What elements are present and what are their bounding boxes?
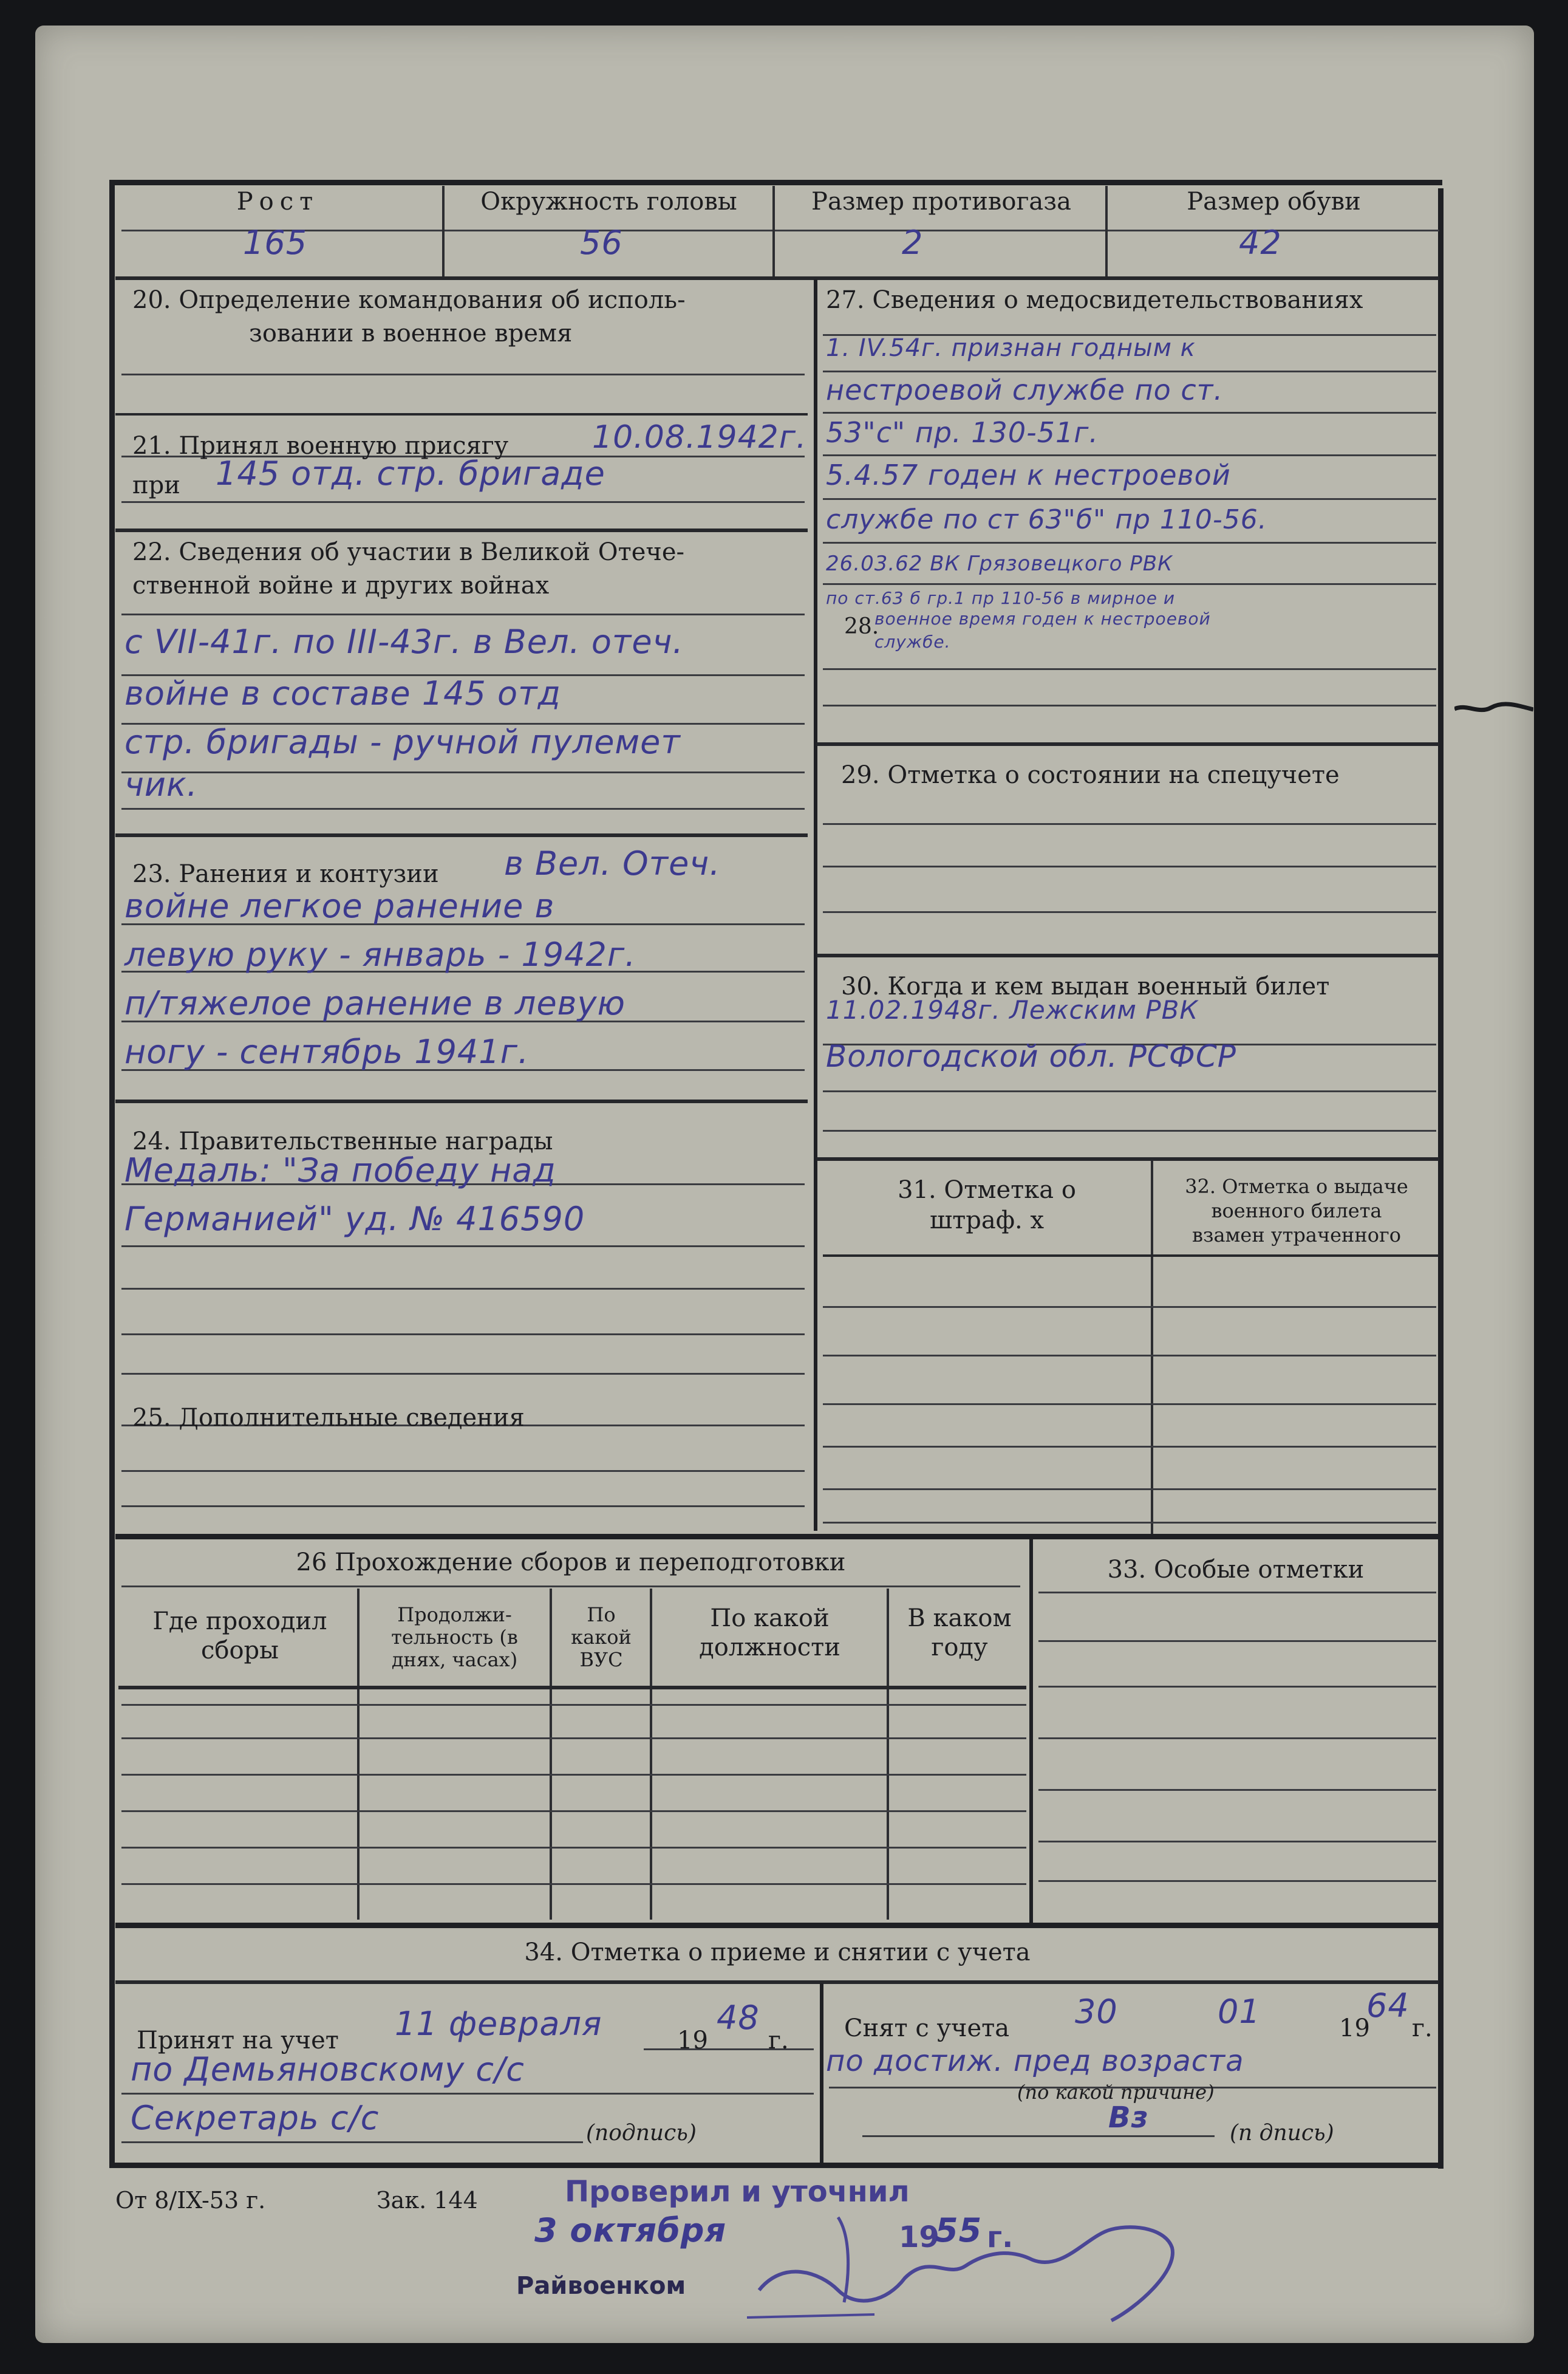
height-label: Рост	[236, 188, 319, 216]
section-32-label-2: военного билета	[1211, 1199, 1382, 1222]
section-30-label: 30. Когда и кем выдан военный билет	[841, 973, 1330, 1001]
war-participation-line-2: войне в составе 145 отд	[124, 674, 561, 713]
section-20-label-1: 20. Определение командования об исполь-	[132, 286, 686, 314]
removed-year: 64	[1366, 1986, 1409, 2025]
removed-year-prefix: 19	[1339, 2014, 1370, 2042]
section-31-label-2: штраф. х	[929, 1206, 1045, 1234]
stamp-year-suffix: г.	[987, 2220, 1014, 2254]
section-33-label: 33. Особые отметки	[1107, 1556, 1365, 1584]
section-26-title: 26 Прохождение сборов и переподготовки	[296, 1548, 846, 1576]
accepted-year: 48	[717, 1999, 760, 2037]
stamp-year-prefix: 19	[899, 2220, 939, 2254]
gasmask-size-label: Размер противогаза	[811, 188, 1071, 216]
awards-line-1: Медаль: "За победу над	[124, 1151, 556, 1189]
col-where-header: Где проходил сборы	[152, 1607, 327, 1664]
shoe-size-label: Размер обуви	[1187, 188, 1361, 216]
accepted-year-suffix: г.	[768, 2027, 789, 2054]
order-number: Зак. 144	[377, 2187, 478, 2214]
section-29-label: 29. Отметка о состоянии на спецучете	[841, 761, 1340, 789]
signature-scrawl	[747, 2187, 1190, 2333]
awards-line-2: Германией" уд. № 416590	[124, 1200, 585, 1238]
accepted-sign-caption: (подпись)	[586, 2121, 697, 2146]
section-24-label: 24. Правительственные награды	[132, 1127, 553, 1155]
removed-reason-caption: (по какой причине)	[1017, 2081, 1215, 2104]
war-participation-line-1: с VII-41г. по III-43г. в Вел. отеч.	[124, 623, 684, 661]
section-27-label: 27. Сведения о медосвидетельствованиях	[826, 286, 1363, 314]
head-circumference-value: 56	[580, 224, 623, 262]
section-32-label-1: 32. Отметка о выдаче	[1185, 1175, 1408, 1198]
removed-sign: Вз	[1108, 2101, 1149, 2135]
section-31-label-1: 31. Отметка о	[898, 1176, 1076, 1204]
section-28-label: 28.	[844, 614, 879, 639]
wounds-line-3: левую руку - январь - 1942г.	[124, 936, 636, 974]
section-22-label-1: 22. Сведения об участии в Великой Отече-	[132, 538, 685, 566]
removed-year-suffix: г.	[1412, 2014, 1433, 2042]
oath-unit: 145 отд. стр. бригаде	[216, 454, 605, 493]
medical-line-2: нестроевой службе по ст.	[826, 374, 1224, 406]
removed-month: 01	[1218, 1993, 1261, 2031]
accepted-by: по Демьяновскому с/с	[131, 2050, 525, 2088]
order-reference: От 8/IX-53 г.	[115, 2187, 266, 2214]
war-participation-line-3: стр. бригады - ручной пулемет	[124, 723, 681, 761]
stamp-verified: Проверил и уточнил	[565, 2175, 910, 2209]
wounds-line-4: п/тяжелое ранение в левую	[124, 984, 625, 1022]
paper-tear	[1454, 699, 1533, 719]
medical-line-9: службе.	[874, 632, 951, 652]
section-32-label-3: взамен утраченного	[1191, 1223, 1401, 1247]
section-21-pri: при	[132, 471, 180, 499]
col-year-header: В каком году	[907, 1604, 1012, 1661]
removed-sign-caption: (п дпись)	[1230, 2121, 1334, 2146]
accepted-year-prefix: 19	[677, 2027, 708, 2054]
military-id-issued-line-1: 11.02.1948г. Лежским РВК	[826, 995, 1199, 1025]
section-34-title: 34. Отметка о приеме и снятии с учета	[524, 1938, 1031, 1966]
medical-line-8: военное время годен к нестроевой	[874, 609, 1211, 629]
medical-line-7: по ст.63 б гр.1 пр 110-56 в мирное и	[826, 588, 1176, 608]
medical-line-5: службе по ст 63"б" пр 110-56.	[826, 504, 1267, 535]
war-participation-line-4: чик.	[124, 765, 198, 804]
medical-line-3: 53"с" пр. 130-51г.	[826, 416, 1099, 449]
removed-label: Снят с учета	[844, 2014, 1010, 2042]
section-21-label: 21. Принял военную присягу	[132, 432, 509, 460]
medical-line-4: 5.4.57 годен к нестроевой	[826, 459, 1231, 491]
col-position-header: По какой должности	[699, 1604, 840, 1661]
shoe-size-value: 42	[1239, 224, 1282, 262]
accepted-date: 11 февраля	[395, 2005, 602, 2043]
removed-day: 30	[1075, 1993, 1118, 2031]
section-23-label: 23. Ранения и контузии	[132, 860, 439, 888]
oath-date: 10.08.1942г.	[592, 419, 807, 456]
head-circumference-label: Окружность головы	[480, 188, 737, 216]
accepted-sign: Секретарь с/с	[131, 2099, 380, 2137]
section-22-label-2: ственной войне и других войнах	[132, 572, 550, 600]
col-vus-header: По какой ВУС	[571, 1603, 632, 1671]
removed-reason: по достиж. пред возраста	[826, 2044, 1244, 2078]
section-25-label: 25. Дополнительные сведения	[132, 1404, 525, 1432]
section-20-label-2: зовании в военное время	[249, 320, 573, 347]
wounds-line-2: войне легкое ранение в	[124, 887, 555, 925]
wounds-line-5: ногу - сентябрь 1941г.	[124, 1033, 530, 1071]
stamp-date: 3 октября	[534, 2211, 727, 2249]
wounds-line-1: в Вел. Отеч.	[504, 844, 721, 883]
medical-line-1: 1. IV.54г. признан годным к	[826, 334, 1196, 362]
medical-line-6: 26.03.62 ВК Грязовецкого РВК	[826, 552, 1173, 576]
stamp-year: 55	[935, 2211, 983, 2249]
col-duration-header: Продолжи-тельность (в днях, часах)	[391, 1603, 518, 1671]
gasmask-size-value: 2	[902, 224, 924, 262]
military-id-issued-line-2: Вологодской обл. РСФСР	[826, 1039, 1236, 1074]
accepted-label: Принят на учет	[137, 2027, 339, 2054]
height-value: 165	[243, 224, 308, 262]
stamp-raivoenkom: Райвоенком	[516, 2272, 686, 2300]
